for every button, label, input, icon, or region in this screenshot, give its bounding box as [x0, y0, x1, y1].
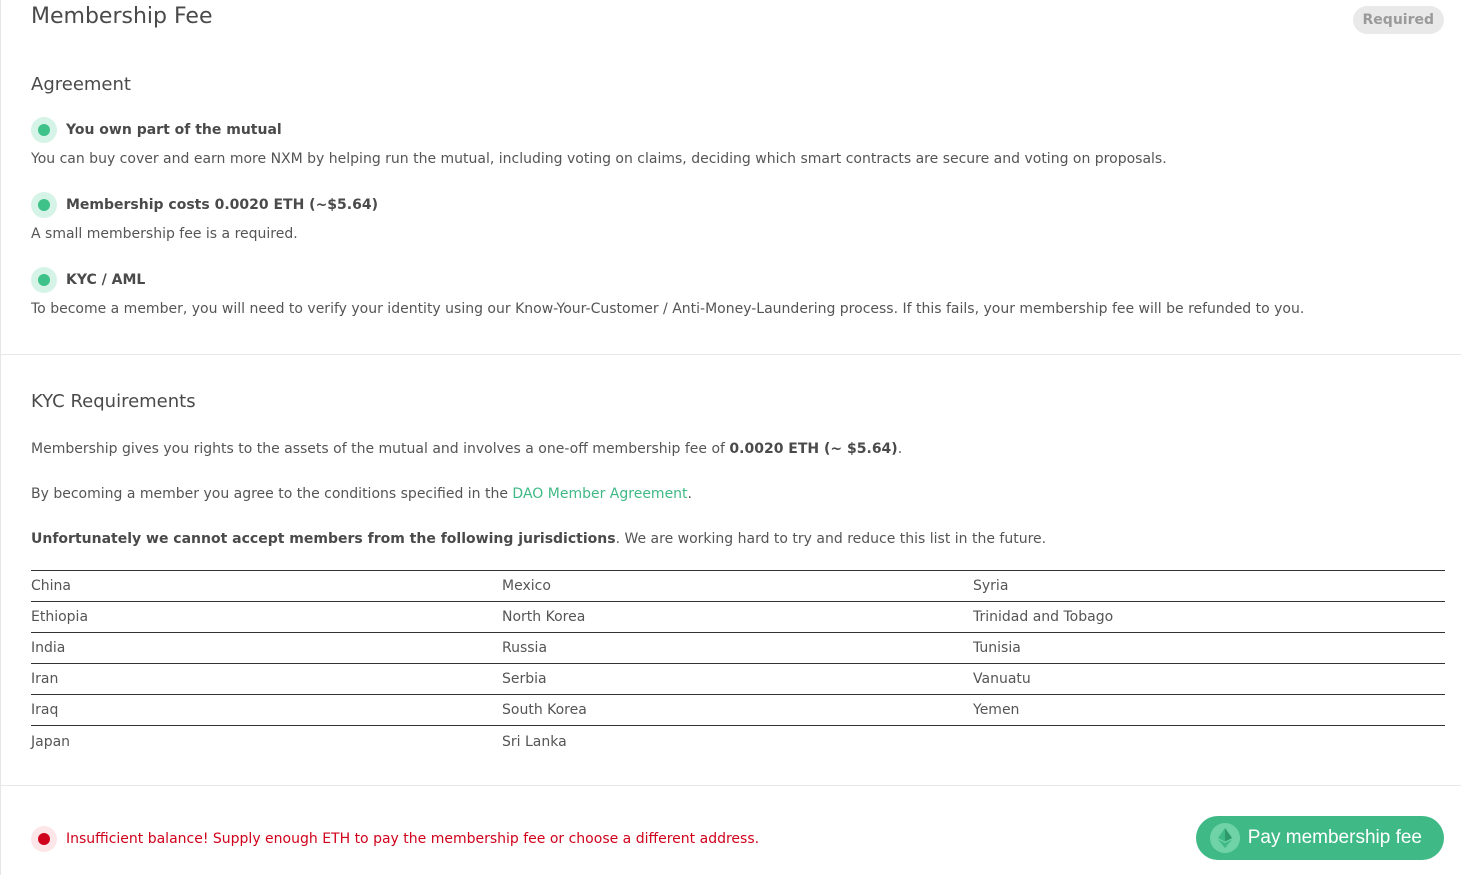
kyc-title: KYC Requirements [31, 391, 196, 412]
agreement-item-desc: You can buy cover and earn more NXM by helping run the mutual, including voting on claims, deciding which smart contracts are secure and voting on proposals. [31, 151, 1167, 167]
agreement-title: Agreement [31, 74, 131, 95]
table-cell: China [31, 578, 71, 594]
agreement-item [31, 117, 1445, 167]
table-cell: Japan [31, 733, 71, 750]
table-cell: Sri Lanka [502, 733, 567, 750]
section-divider [1, 785, 1461, 786]
ethereum-icon [1210, 823, 1240, 853]
kyc-fee-suffix: . [897, 441, 903, 457]
jurisdictions-note: . We are working hard to try and reduce this list in the future. [615, 531, 1047, 547]
table-cell: Russia [502, 640, 548, 656]
kyc-fee-text: Membership gives you rights to the assets of the mutual and involves a one-off membership fee of [31, 441, 730, 457]
table-cell: Trinidad and Tobago [973, 609, 1114, 625]
table-cell: Tunisia [973, 640, 1021, 656]
error-dot-icon [31, 826, 57, 852]
table-cell: Ethiopia [31, 609, 89, 625]
table-row [31, 633, 1445, 664]
pay-button-label: Pay membership fee [1247, 827, 1422, 848]
dao-member-agreement-link[interactable]: DAO Member Agreement [512, 486, 688, 502]
agreement-item-title: KYC / AML [66, 272, 146, 288]
table-cell: Serbia [502, 671, 547, 687]
jurisdictions-paragraph [31, 531, 1445, 547]
agreement-item-title: You own part of the mutual [66, 122, 282, 138]
agreement-item-title: Membership costs 0.0020 ETH (~$5.64) [66, 197, 378, 213]
table-cell: Vanuatu [973, 671, 1031, 687]
fee-amount: 0.0020 ETH (~ $5.64) [729, 441, 898, 457]
table-cell: Yemen [973, 702, 1020, 718]
table-cell: Iran [31, 671, 59, 687]
table-row [31, 664, 1445, 695]
kyc-fee-paragraph [31, 441, 1445, 457]
table-row [31, 695, 1445, 726]
table-cell: Syria [973, 578, 1009, 594]
jurisdictions-warning: Unfortunately we cannot accept members from the following jurisdictions [31, 531, 616, 547]
pay-membership-fee-button[interactable] [1196, 816, 1444, 860]
required-badge: Required [1353, 6, 1444, 34]
kyc-agreement-text: By becoming a member you agree to the conditions specified in the [31, 486, 513, 502]
kyc-agreement-suffix: . [687, 486, 692, 502]
table-row [31, 602, 1445, 633]
agreement-item-desc: A small membership fee is a required. [31, 226, 298, 242]
agreement-item [31, 267, 1445, 317]
table-cell: India [31, 640, 66, 656]
table-cell: Mexico [502, 578, 551, 594]
jurisdictions-table [31, 570, 1445, 757]
table-cell: North Korea [502, 609, 586, 625]
error-text: Insufficient balance! Supply enough ETH to pay the membership fee or choose a different address. [66, 831, 760, 847]
kyc-agreement-paragraph [31, 486, 1445, 502]
table-cell: Iraq [31, 702, 59, 718]
table-cell: South Korea [502, 702, 587, 718]
agreement-item [31, 192, 1445, 242]
check-dot-icon [31, 267, 57, 293]
table-row [31, 726, 1445, 757]
table-row [31, 571, 1445, 602]
check-dot-icon [31, 192, 57, 218]
error-message [31, 826, 759, 852]
agreement-item-desc: To become a member, you will need to verify your identity using our Know-Your-Customer / Anti-Money-Laundering process. If this fails, your membership fee will be refunded to you. [31, 301, 1305, 317]
check-dot-icon [31, 117, 57, 143]
section-divider [1, 354, 1461, 355]
page-title: Membership Fee [31, 4, 213, 29]
